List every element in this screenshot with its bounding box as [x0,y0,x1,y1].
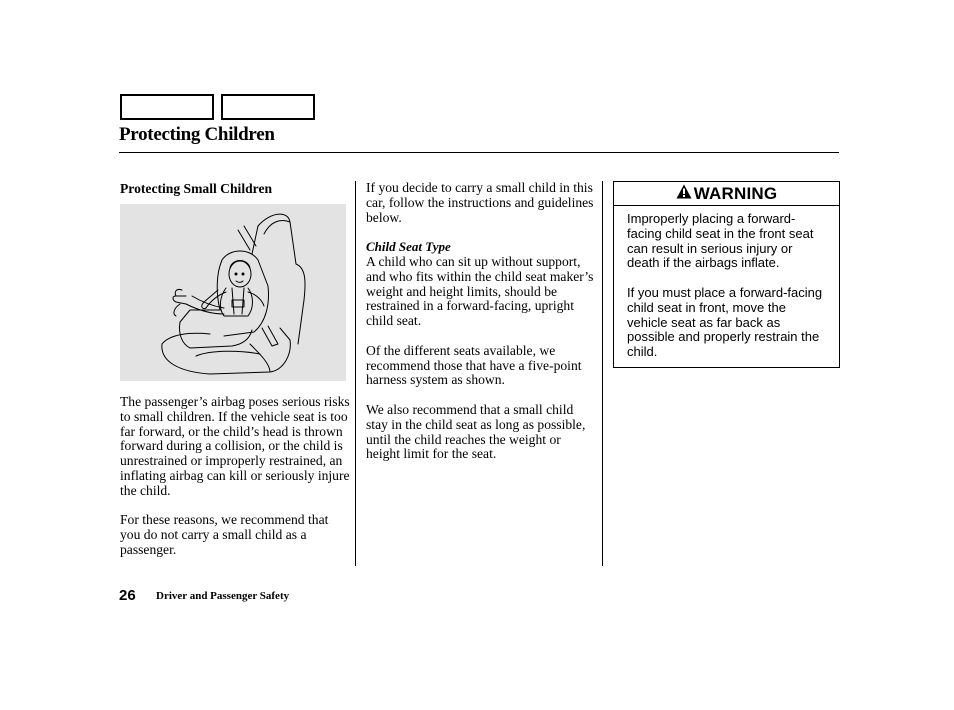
paragraph: Of the different seats available, we recommend those that have a five-point harness system as shown. [366,342,582,388]
warning-paragraph: Improperly placing a forward-facing child seat in the front seat can result in serious injury or death if the airbags inflate. [627,211,814,271]
warning-body [614,206,839,360]
column-1 [120,181,350,573]
column-2 [366,181,596,477]
section-heading: Protecting Small Children [120,181,273,196]
warning-paragraph: If you must place a forward-facing child seat in front, move the vehicle seat as far back as possible and properly restrain the child. [627,284,823,360]
column-divider-1 [355,181,356,566]
warning-triangle-icon [676,184,692,204]
nav-button-next[interactable] [221,94,315,120]
title-rule [119,152,839,153]
column-divider-2 [602,181,603,566]
footer-section-title: Driver and Passenger Safety [156,590,290,602]
page-number: 26 [119,587,136,604]
nav-button-previous[interactable] [120,94,214,120]
paragraph: We also recommend that a small child stay in the child seat as long as possible, until the child reaches the weight or height limit for the seat. [366,401,586,462]
warning-header [614,182,839,206]
subheading: Child Seat Type [366,239,451,255]
warning-label: WARNING [693,183,778,203]
page-title: Protecting Children [119,124,275,145]
paragraph: For these reasons, we recommend that you do not carry a small child as a passenger. [120,512,329,557]
warning-box [613,181,840,368]
child-seat-illustration [120,204,346,381]
paragraph: If you decide to carry a small child in this car, follow the instructions and guidelines below. [366,180,594,225]
paragraph: The passenger’s airbag poses serious risks to small children. If the vehicle seat is too far forward, or the child’s head is thrown forward during a collision, or the child is unrestrained or improperly restrained, an inflating airbag can kill or seriously injure the child. [120,394,350,498]
paragraph: A child who can sit up without support, and who fits within the child seat maker’s weight and height limits, should be restrained in a forward-facing, upright child seat. [366,253,594,329]
